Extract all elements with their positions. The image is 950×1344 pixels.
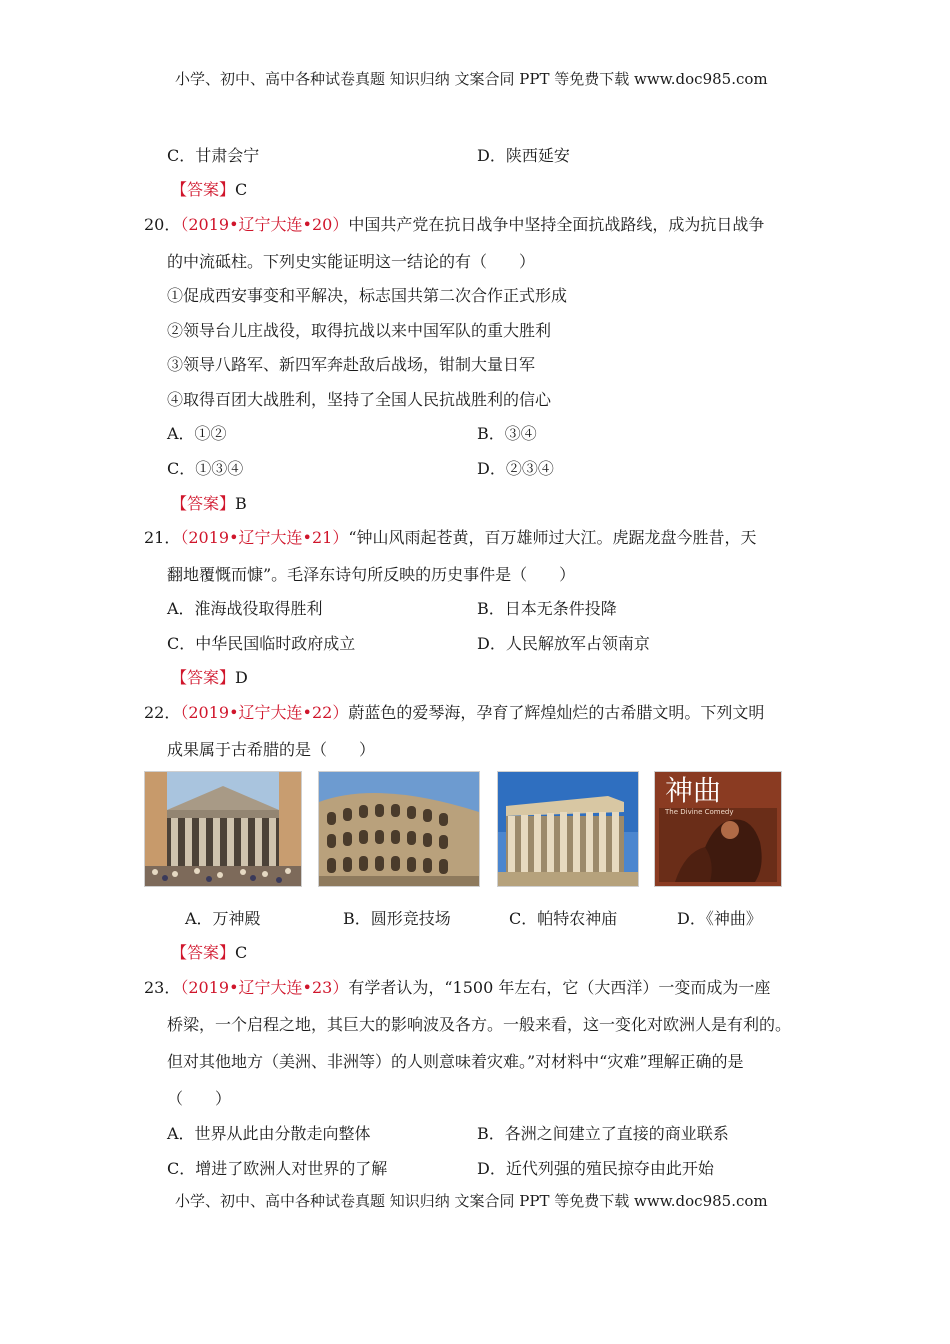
q20-stem-line2: 的中流砥柱。下列史实能证明这一结论的有（ ） [167, 252, 536, 271]
answer-label: 【答案】 [171, 943, 236, 962]
page-footer: 小学、初中、高中各种试卷真题 知识归纳 文案合同 PPT 等免费下载 www.doc985.com [175, 1192, 768, 1210]
parthenon-image [497, 771, 639, 887]
q20-item-2: ②领导台儿庄战役，取得抗战以来中国军队的重大胜利 [167, 321, 552, 340]
q22-stem-line1 [144, 703, 764, 723]
answer-value: D [235, 668, 248, 687]
question-number: 21． [144, 528, 181, 547]
q21-option-d: D．人民解放军占领南京 [477, 634, 650, 653]
q22-option-c: C．帕特农神庙 [509, 909, 618, 928]
answer-value: B [235, 494, 247, 513]
q19-answer [171, 180, 247, 200]
q19-option-c: C．甘肃会宁 [167, 146, 260, 165]
answer-label: 【答案】 [171, 668, 236, 687]
q22-option-b: B．圆形竞技场 [343, 909, 451, 928]
q22-option-d: D．《神曲》 [677, 909, 762, 928]
answer-value: C [235, 180, 248, 199]
question-text: “钟山风雨起苍黄，百万雄师过大江。虎踞龙盘今胜昔，天 [348, 528, 757, 547]
q20-item-3: ③领导八路军、新四军奔赴敌后战场，钳制大量日军 [167, 355, 536, 374]
question-source: （2019•辽宁大连•21） [180, 528, 349, 547]
pantheon-image [144, 771, 302, 887]
answer-label: 【答案】 [171, 180, 236, 199]
book-subtitle: The Divine Comedy [665, 808, 734, 816]
question-number: 23． [144, 978, 181, 997]
colosseum-image [318, 771, 480, 887]
q23-option-a: A．世界从此由分散走向整体 [167, 1124, 371, 1143]
q21-option-b: B．日本无条件投降 [477, 599, 617, 618]
question-text: 蔚蓝色的爱琴海，孕育了辉煌灿烂的古希腊文明。下列文明 [348, 703, 765, 722]
q20-option-b: B．③④ [477, 424, 537, 443]
answer-value: C [235, 943, 248, 962]
q23-stem-line3: 但对其他地方（美洲、非洲等）的人则意味着灾难。”对材料中“灾难”理解正确的是 [167, 1052, 744, 1071]
q19-option-d: D．陕西延安 [477, 146, 570, 165]
q21-answer [171, 668, 248, 688]
q21-option-c: C．中华民国临时政府成立 [167, 634, 356, 653]
q22-option-a: A．万神殿 [185, 909, 261, 928]
q20-item-1: ①促成西安事变和平解决，标志国共第二次合作正式形成 [167, 286, 568, 305]
page-header: 小学、初中、高中各种试卷真题 知识归纳 文案合同 PPT 等免费下载 www.doc985.com [175, 70, 768, 88]
q20-stem-line1 [144, 215, 764, 235]
q21-option-a: A．淮海战役取得胜利 [167, 599, 323, 618]
question-source: （2019•辽宁大连•20） [180, 215, 349, 234]
question-source: （2019•辽宁大连•22） [180, 703, 349, 722]
q23-option-b: B．各洲之间建立了直接的商业联系 [477, 1124, 729, 1143]
q21-stem-line1 [144, 528, 757, 548]
question-text: 中国共产党在抗日战争中坚持全面抗战路线，成为抗日战争 [348, 215, 765, 234]
question-text: 有学者认为，“1500 年左右，它（大西洋）一变而成为一座 [348, 978, 771, 997]
q20-option-a: A．①② [167, 424, 227, 443]
book-title: 神曲 [665, 774, 722, 807]
q22-stem-line2: 成果属于古希腊的是（ ） [167, 740, 376, 759]
q20-option-c: C．①③④ [167, 459, 244, 478]
q21-stem-line2: 翻地覆慨而慷”。毛泽东诗句所反映的历史事件是（ ） [167, 565, 576, 584]
q23-option-c: C．增进了欧洲人对世界的了解 [167, 1159, 388, 1178]
q20-option-d: D．②③④ [477, 459, 554, 478]
q22-answer [171, 943, 247, 963]
q23-stem-line2: 桥梁，一个启程之地，其巨大的影响波及各方。一般来看，这一变化对欧洲人是有利的。 [167, 1015, 792, 1034]
question-source: （2019•辽宁大连•23） [180, 978, 349, 997]
divine-comedy-image [654, 771, 782, 887]
question-number: 22． [144, 703, 181, 722]
q23-option-d: D．近代列强的殖民掠夺由此开始 [477, 1159, 714, 1178]
q23-stem-line1 [144, 978, 770, 998]
q20-answer [171, 494, 247, 514]
question-number: 20． [144, 215, 181, 234]
q23-stem-line4: （ ） [167, 1089, 232, 1108]
q20-item-4: ④取得百团大战胜利，坚持了全国人民抗战胜利的信心 [167, 390, 552, 409]
answer-label: 【答案】 [171, 494, 236, 513]
